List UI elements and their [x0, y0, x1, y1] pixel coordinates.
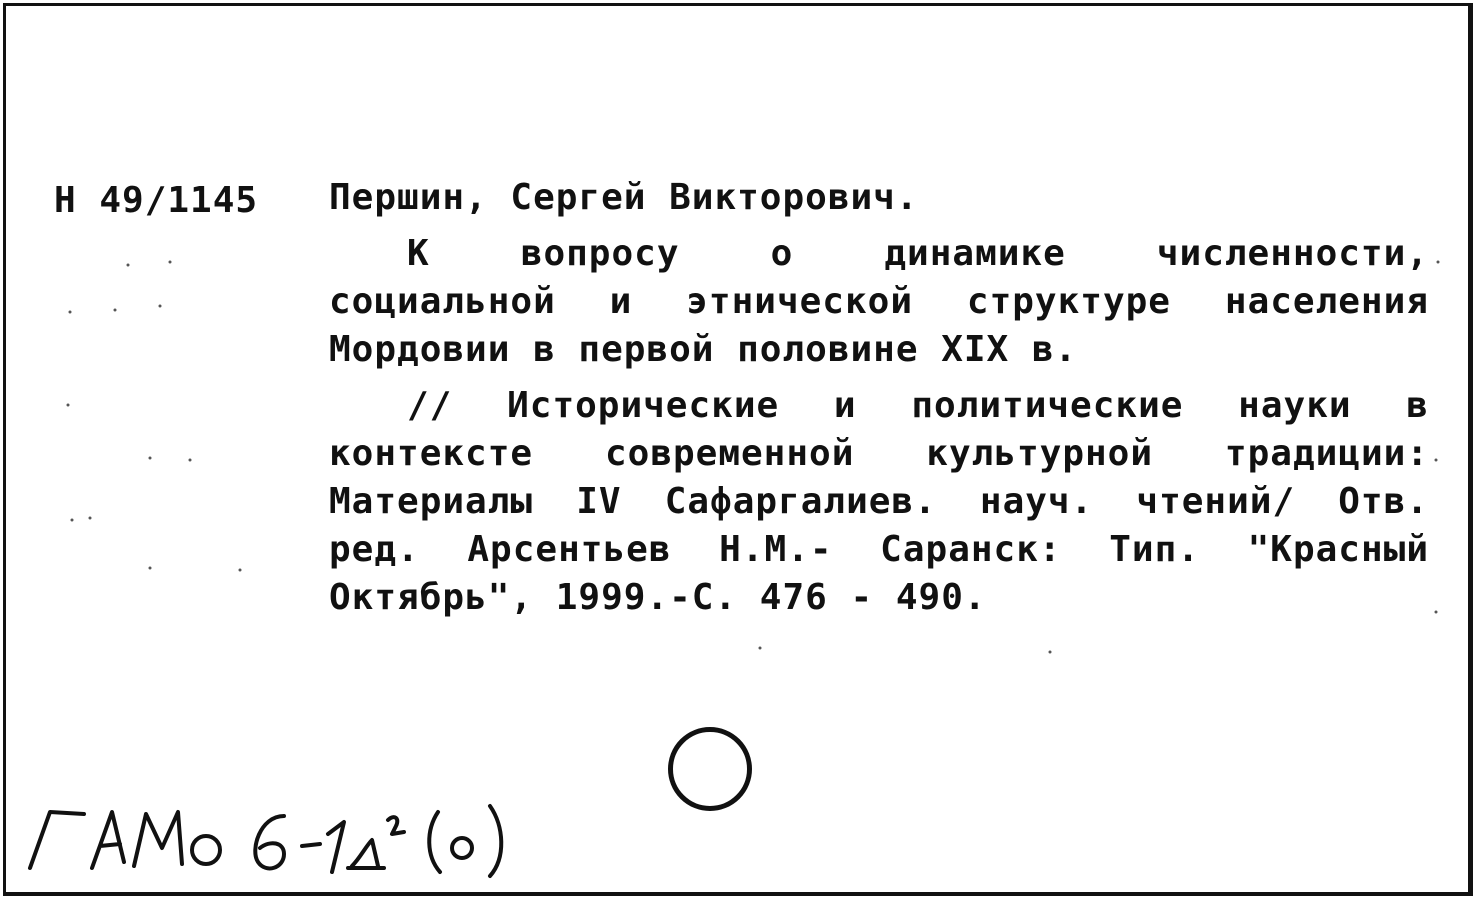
punch-hole — [668, 727, 752, 811]
word: К — [407, 233, 430, 274]
word: "Красный — [1247, 529, 1429, 570]
word: динамике — [884, 233, 1066, 274]
word: культурной — [926, 433, 1154, 474]
word: Н.М.- — [719, 529, 833, 570]
word: традиции: — [1224, 433, 1429, 474]
word: Сафаргалиев. — [664, 481, 937, 522]
shelfmark: Н 49/1145 — [54, 180, 259, 221]
word: численности, — [1156, 233, 1429, 274]
word: и — [609, 281, 633, 322]
word: Тип. — [1109, 529, 1200, 570]
word: Исторические — [507, 385, 780, 426]
word: вопросу — [520, 233, 680, 274]
word: о — [770, 233, 794, 274]
word: чтений/ — [1136, 481, 1296, 522]
word: науч. — [979, 481, 1094, 522]
word: и — [833, 385, 857, 426]
word: социальной — [329, 281, 556, 322]
word: этнической — [686, 281, 913, 322]
source-line-3 — [329, 481, 1429, 522]
word: современной — [604, 433, 855, 474]
word: политические — [911, 385, 1184, 426]
source-line-2 — [329, 433, 1429, 474]
word: Материалы — [329, 481, 534, 522]
author-name: Першин, Сергей Викторович. — [329, 177, 919, 218]
word: в — [1406, 385, 1429, 426]
handwritten-annotation — [22, 790, 542, 890]
word: Саранск: — [880, 529, 1062, 570]
title-line-2 — [329, 281, 1429, 322]
word: ред. — [329, 529, 420, 570]
word: Арсентьев — [467, 529, 672, 570]
word: Отв. — [1338, 481, 1429, 522]
source-line-1 — [329, 385, 1429, 426]
title-line-1 — [329, 233, 1429, 274]
word: // — [407, 385, 453, 426]
word: населения — [1224, 281, 1429, 322]
source-line-4 — [329, 529, 1429, 570]
word: контексте — [329, 433, 534, 474]
title-line-3: Мордовии в первой половине XIX в. — [329, 329, 1078, 370]
word: IV — [576, 481, 622, 522]
source-line-5: Октябрь", 1999.-С. 476 - 490. — [329, 577, 987, 618]
word: структуре — [966, 281, 1171, 322]
word: науки — [1238, 385, 1352, 426]
